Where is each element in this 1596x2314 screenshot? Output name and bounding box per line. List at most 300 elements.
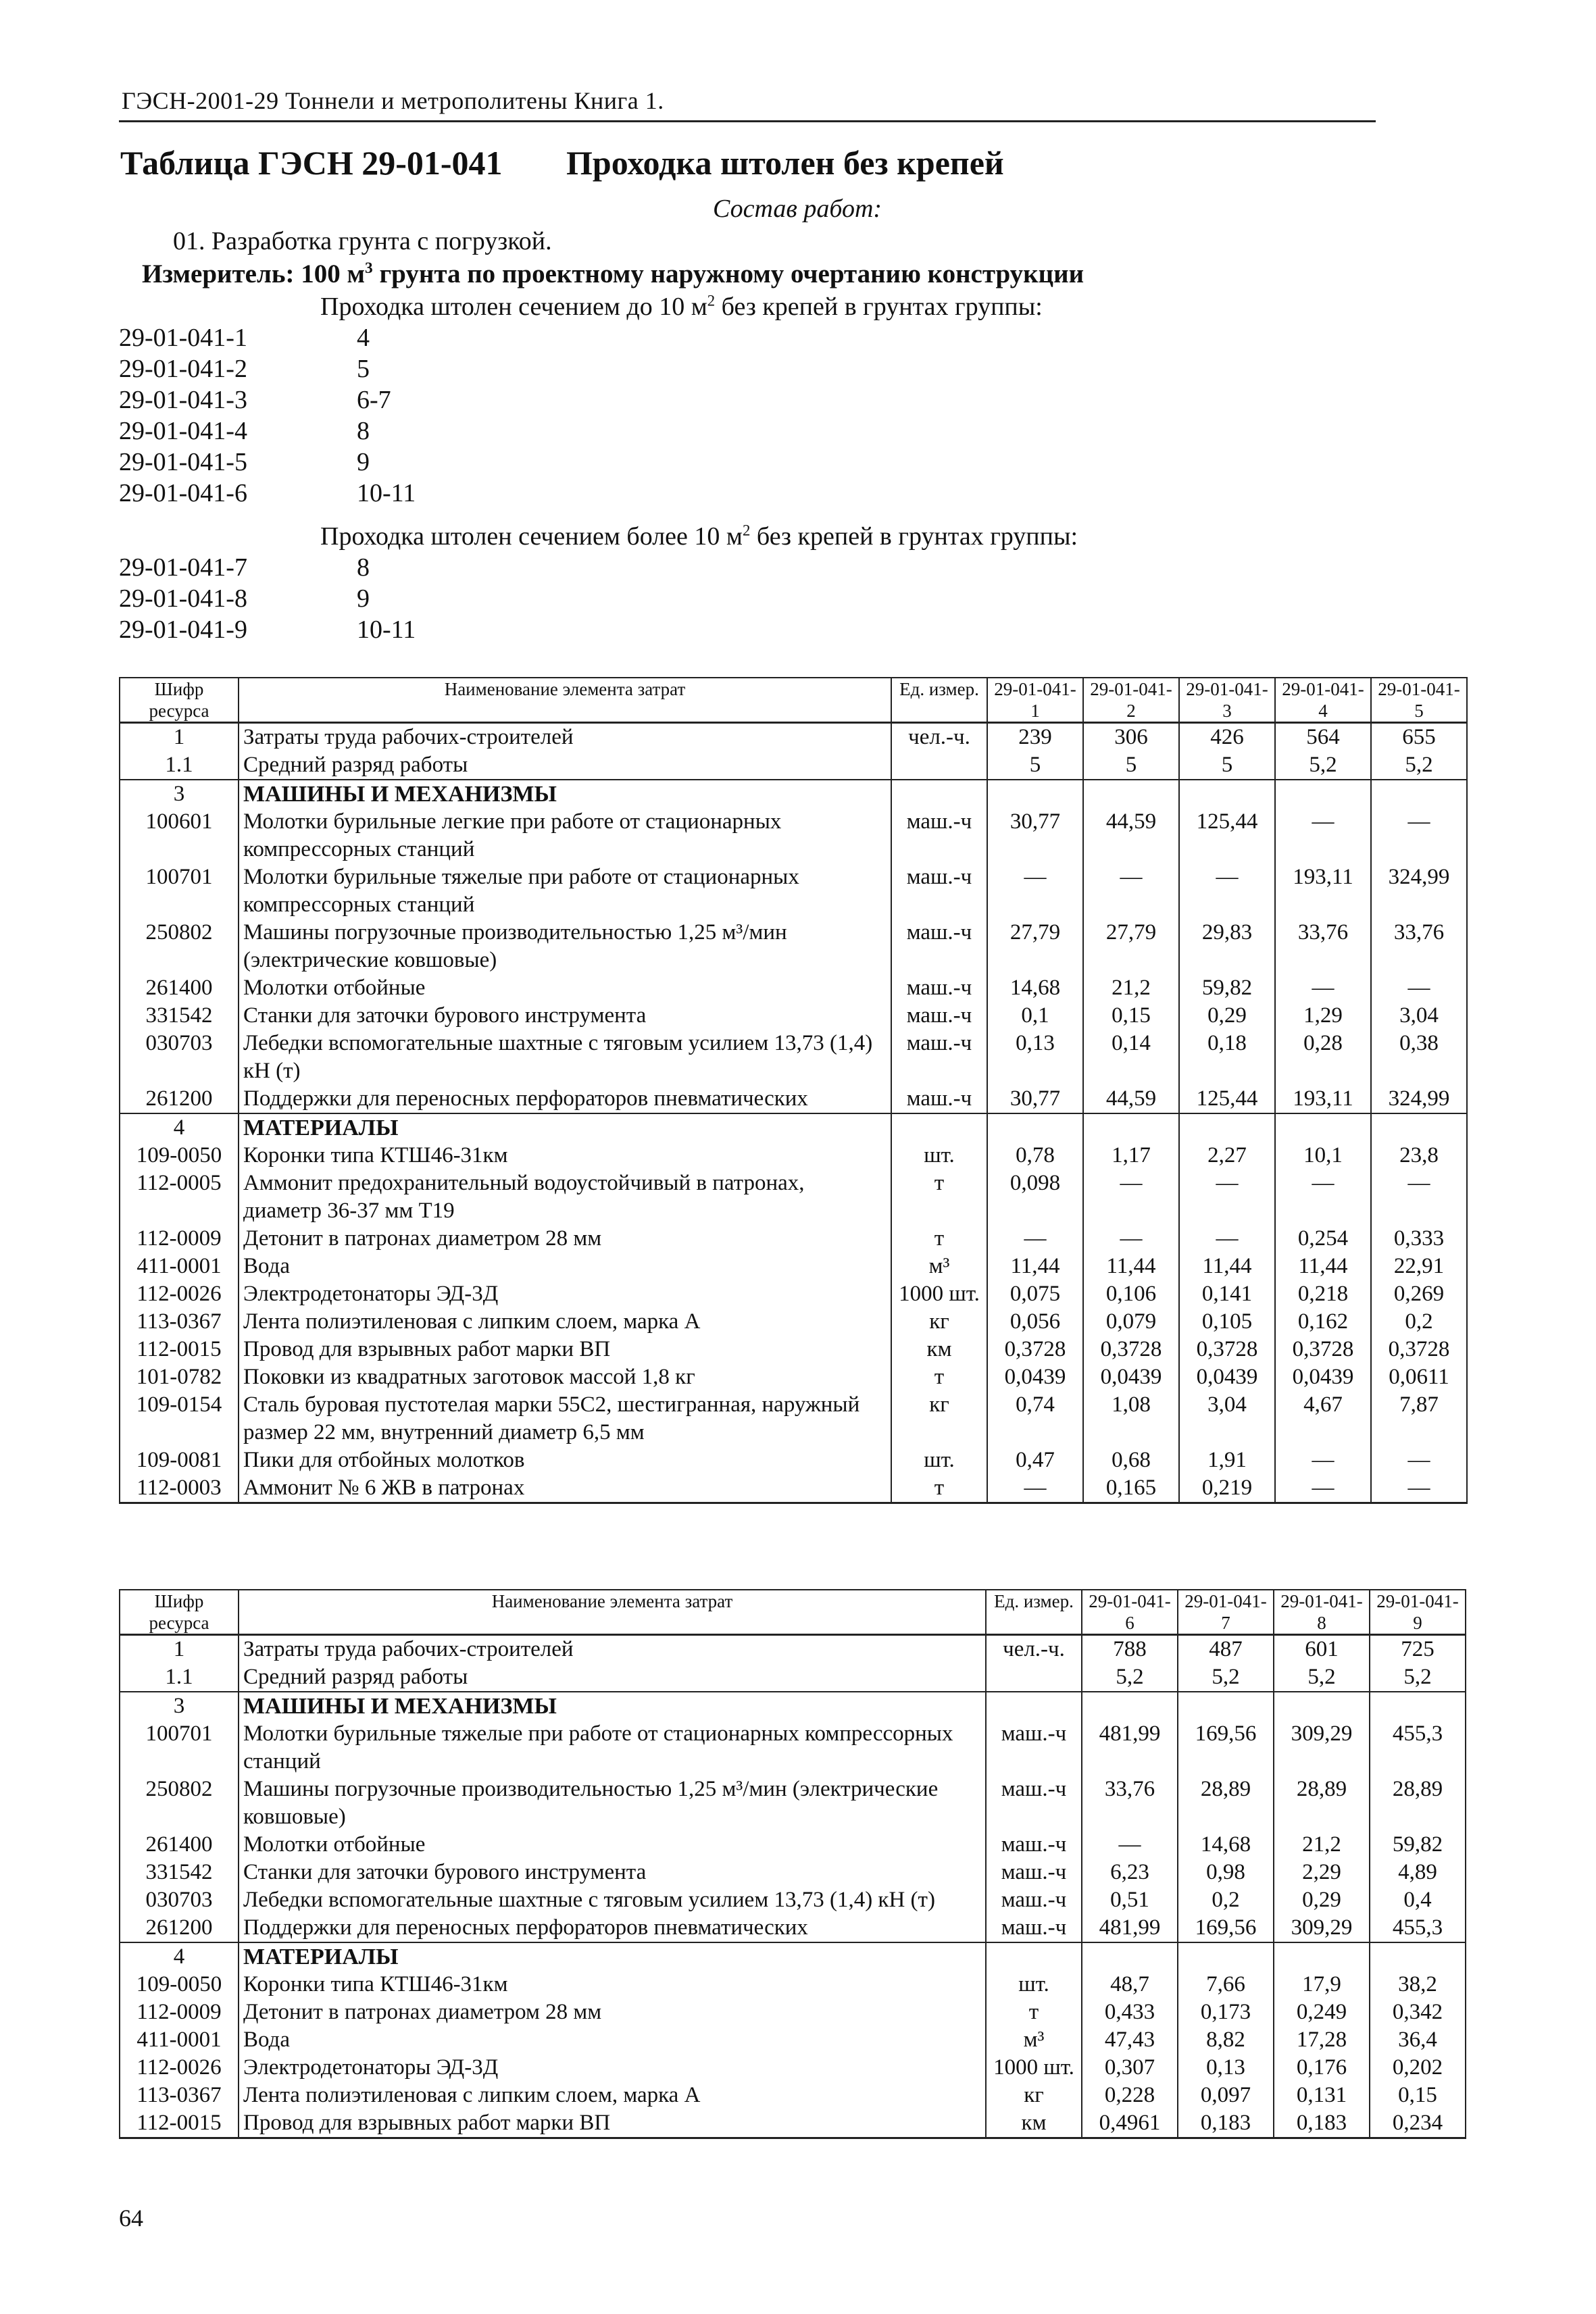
norm-value: 8,82 — [1178, 2026, 1274, 2054]
norm-value: 125,44 — [1179, 1085, 1275, 1113]
norm-value: 0,056 — [987, 1308, 1083, 1336]
soil-group: 10-11 — [357, 479, 416, 507]
unit: чел.-ч. — [986, 1635, 1082, 1664]
table-row — [120, 751, 1467, 780]
resource-code: 112-0026 — [120, 1280, 239, 1308]
norm-value: 1,17 — [1083, 1142, 1179, 1169]
soil-group: 4 — [357, 324, 370, 352]
norm-value: 0,234 — [1370, 2109, 1466, 2138]
running-header: ГЭСН-2001-29 Тоннели и метрополитены Книга 1. — [122, 87, 664, 114]
norm-value: 22,91 — [1371, 1253, 1467, 1280]
norm-value: 0,342 — [1370, 1998, 1466, 2026]
cost-element-name: Провод для взрывных работ марки ВП — [239, 1336, 891, 1363]
soil-group: 8 — [357, 553, 370, 582]
norm-value: 2,27 — [1179, 1142, 1275, 1169]
norm-value: 0,2 — [1178, 1886, 1274, 1914]
norm-value: — — [1371, 1447, 1467, 1474]
resource-code: 113-0367 — [120, 1308, 239, 1336]
code-list-item — [119, 584, 370, 615]
norm-value: 0,15 — [1370, 2082, 1466, 2109]
section-row — [120, 1692, 1466, 1720]
table-row — [120, 919, 1467, 974]
norm-value: 0,38 — [1371, 1030, 1467, 1085]
norm-value: 21,2 — [1274, 1831, 1370, 1859]
norm-value — [1370, 1942, 1466, 1971]
code-list-item — [119, 478, 416, 509]
header-cost-element: Наименование элемента затрат — [239, 1590, 986, 1635]
resource-code: 109-0154 — [120, 1391, 239, 1447]
norm-value: 0,228 — [1082, 2082, 1178, 2109]
norm-value: 601 — [1274, 1635, 1370, 1664]
table-row — [120, 1225, 1467, 1253]
table-row — [120, 1253, 1467, 1280]
norm-value: 23,8 — [1371, 1142, 1467, 1169]
table-row — [120, 1085, 1467, 1113]
norm-value: 0,183 — [1274, 2109, 1370, 2138]
header-cost-element: Наименование элемента затрат — [239, 678, 891, 723]
norm-value: — — [1083, 863, 1179, 919]
resource-code: 112-0005 — [120, 1169, 239, 1225]
cost-element-name: Детонит в патронах диаметром 28 мм — [239, 1225, 891, 1253]
resource-code: 100601 — [120, 808, 239, 863]
norm-value: — — [1179, 863, 1275, 919]
table-row — [120, 1030, 1467, 1085]
norm-value: 14,68 — [1178, 1831, 1274, 1859]
norm-value: 0,0611 — [1371, 1363, 1467, 1391]
table-title: Проходка штолен без крепей — [566, 144, 1004, 182]
unit: м³ — [986, 2026, 1082, 2054]
section-title: МАТЕРИАЛЫ — [239, 1113, 891, 1142]
table-row — [120, 1720, 1466, 1776]
section-row — [120, 1113, 1467, 1142]
norm-value: 21,2 — [1083, 974, 1179, 1002]
cost-element-name: Средний разряд работы — [239, 751, 891, 780]
cost-element-name: Поддержки для переносных перфораторов пневматических — [239, 1914, 986, 1942]
norm-value: 27,79 — [987, 919, 1083, 974]
unit: маш.-ч — [986, 1886, 1082, 1914]
norm-value: 0,433 — [1082, 1998, 1178, 2026]
header-norm-code: 29-01-041-9 — [1370, 1590, 1466, 1635]
table-row — [120, 2082, 1466, 2109]
norm-value: 1,08 — [1083, 1391, 1179, 1447]
unit: кг — [891, 1308, 987, 1336]
norm-value: 0,0439 — [1083, 1363, 1179, 1391]
norm-value: — — [1179, 1225, 1275, 1253]
norm-value: — — [1083, 1225, 1179, 1253]
unit: т — [891, 1169, 987, 1225]
norm-value: 59,82 — [1179, 974, 1275, 1002]
table-row — [120, 1971, 1466, 1998]
section-title: МАШИНЫ И МЕХАНИЗМЫ — [239, 780, 891, 808]
table-header-row — [120, 678, 1467, 723]
cost-element-name: Вода — [239, 1253, 891, 1280]
norm-value: 11,44 — [987, 1253, 1083, 1280]
cost-element-name: Лебедки вспомогательные шахтные с тяговым усилием 13,73 (1,4) кН (т) — [239, 1886, 986, 1914]
norm-value — [1371, 1113, 1467, 1142]
item-code: 29-01-041-8 — [119, 584, 247, 613]
resource-code: 030703 — [120, 1030, 239, 1085]
header-unit: Ед. измер. — [891, 678, 987, 723]
norm-value: — — [1275, 1474, 1371, 1503]
cost-element-name: Станки для заточки бурового инструмента — [239, 1002, 891, 1030]
unit: чел.-ч. — [891, 723, 987, 752]
table-header-row — [120, 1590, 1466, 1635]
resource-code: 1 — [120, 1635, 239, 1664]
code-list-item — [119, 447, 370, 478]
norm-value: 5,2 — [1370, 1663, 1466, 1692]
cost-element-name: Молотки бурильные тяжелые при работе от стационарных компрессорных станций — [239, 863, 891, 919]
header-rule — [119, 120, 1376, 122]
norm-value: 0,183 — [1178, 2109, 1274, 2138]
cost-element-name: Средний разряд работы — [239, 1663, 986, 1692]
norm-value: 0,269 — [1371, 1280, 1467, 1308]
unit — [891, 780, 987, 808]
norm-value: 28,89 — [1274, 1776, 1370, 1831]
cost-element-name: Машины погрузочные производительностью 1,25 м³/мин (электрические ковшовые) — [239, 919, 891, 974]
resource-code: 109-0050 — [120, 1971, 239, 1998]
table-row — [120, 1663, 1466, 1692]
unit: маш.-ч — [891, 974, 987, 1002]
norm-value — [1274, 1692, 1370, 1720]
resource-code: 112-0009 — [120, 1998, 239, 2026]
resource-code: 112-0003 — [120, 1474, 239, 1503]
soil-group: 5 — [357, 355, 370, 383]
norm-value: 0,47 — [987, 1447, 1083, 1474]
norm-value: 44,59 — [1083, 1085, 1179, 1113]
norm-value: 0,13 — [987, 1030, 1083, 1085]
item-code: 29-01-041-6 — [119, 479, 247, 507]
norm-value: — — [987, 863, 1083, 919]
norm-value: 11,44 — [1083, 1253, 1179, 1280]
norm-value: 655 — [1371, 723, 1467, 752]
resource-code: 250802 — [120, 1776, 239, 1831]
norm-value: 6,23 — [1082, 1859, 1178, 1886]
resource-code: 411-0001 — [120, 2026, 239, 2054]
unit: т — [891, 1363, 987, 1391]
resource-code: 3 — [120, 780, 239, 808]
unit — [986, 1663, 1082, 1692]
norm-value: 28,89 — [1178, 1776, 1274, 1831]
norm-value: 481,99 — [1082, 1914, 1178, 1942]
norm-value: 5 — [987, 751, 1083, 780]
norm-value: 30,77 — [987, 1085, 1083, 1113]
resource-code: 261400 — [120, 1831, 239, 1859]
resource-code: 109-0050 — [120, 1142, 239, 1169]
norm-value: 0,254 — [1275, 1225, 1371, 1253]
norm-value: 48,7 — [1082, 1971, 1178, 1998]
soil-group: 6-7 — [357, 386, 391, 414]
norm-value: 0,68 — [1083, 1447, 1179, 1474]
norm-value: 0,0439 — [1275, 1363, 1371, 1391]
unit: маш.-ч — [891, 863, 987, 919]
norm-value: 0,3728 — [987, 1336, 1083, 1363]
section-row — [120, 780, 1467, 808]
soil-group: 9 — [357, 584, 370, 613]
norm-value — [1082, 1692, 1178, 1720]
norm-value: 0,162 — [1275, 1308, 1371, 1336]
norm-value: 0,78 — [987, 1142, 1083, 1169]
norm-value: 0,219 — [1179, 1474, 1275, 1503]
norm-value: 0,29 — [1179, 1002, 1275, 1030]
cost-element-name: Поковки из квадратных заготовок массой 1,8 кг — [239, 1363, 891, 1391]
measure-line: Измеритель: 100 $м^3$ грунта по проектному наружному очертанию конструкции — [142, 259, 1084, 288]
norm-value — [1274, 1942, 1370, 1971]
norm-value: 0,307 — [1082, 2054, 1178, 2082]
soil-group: 8 — [357, 417, 370, 445]
unit — [986, 1942, 1082, 1971]
norm-value: 193,11 — [1275, 863, 1371, 919]
resource-code: 113-0367 — [120, 2082, 239, 2109]
header-norm-code: 29-01-041-4 — [1275, 678, 1371, 723]
norm-value: 0,105 — [1179, 1308, 1275, 1336]
norm-value — [1370, 1692, 1466, 1720]
norm-value: 0,2 — [1371, 1308, 1467, 1336]
norm-value: 0,98 — [1178, 1859, 1274, 1886]
unit — [891, 751, 987, 780]
norm-value: 169,56 — [1178, 1914, 1274, 1942]
norm-value: 4,89 — [1370, 1859, 1466, 1886]
table-row — [120, 1280, 1467, 1308]
cost-element-name: Лента полиэтиленовая с липким слоем, марка А — [239, 2082, 986, 2109]
unit: м³ — [891, 1253, 987, 1280]
table-row — [120, 1391, 1467, 1447]
table-code: Таблица ГЭСН 29-01-041 — [120, 144, 503, 182]
resource-code: 250802 — [120, 919, 239, 974]
norm-value: 3,04 — [1371, 1002, 1467, 1030]
norm-value: 0,0439 — [987, 1363, 1083, 1391]
section-row — [120, 1942, 1466, 1971]
unit: т — [891, 1474, 987, 1503]
code-list-item — [119, 323, 370, 354]
norm-value: 0,218 — [1275, 1280, 1371, 1308]
norm-value: 11,44 — [1275, 1253, 1371, 1280]
norm-value: 324,99 — [1371, 863, 1467, 919]
norm-table-1 — [119, 677, 1468, 1504]
norm-value: 564 — [1275, 723, 1371, 752]
norm-value: 0,18 — [1179, 1030, 1275, 1085]
item-code: 29-01-041-7 — [119, 553, 247, 582]
code-list-item — [119, 385, 391, 416]
header-norm-code: 29-01-041-3 — [1179, 678, 1275, 723]
norm-value — [1082, 1942, 1178, 1971]
table-row — [120, 1831, 1466, 1859]
code-list-item — [119, 354, 370, 385]
item-code: 29-01-041-1 — [119, 324, 247, 352]
norm-value: 14,68 — [987, 974, 1083, 1002]
cost-element-name: Аммонит предохранительный водоустойчивый в патронах, диаметр 36-37 мм Т19 — [239, 1169, 891, 1225]
table-row — [120, 1635, 1466, 1664]
item-code: 29-01-041-2 — [119, 355, 247, 383]
cost-element-name: Молотки бурильные тяжелые при работе от стационарных компрессорных станций — [239, 1720, 986, 1776]
header-norm-code: 29-01-041-1 — [987, 678, 1083, 723]
header-unit: Ед. измер. — [986, 1590, 1082, 1635]
norm-value: 487 — [1178, 1635, 1274, 1664]
norm-value: 309,29 — [1274, 1914, 1370, 1942]
norm-value: 4,67 — [1275, 1391, 1371, 1447]
norm-value — [1275, 1113, 1371, 1142]
norm-value: 309,29 — [1274, 1720, 1370, 1776]
cost-element-name: Затраты труда рабочих-строителей — [239, 723, 891, 752]
norm-value — [987, 1113, 1083, 1142]
norm-value: 455,3 — [1370, 1720, 1466, 1776]
work-item: 01. Разработка грунта с погрузкой. — [173, 227, 552, 255]
table-row — [120, 723, 1467, 752]
resource-code: 112-0015 — [120, 1336, 239, 1363]
norm-value: 5,2 — [1275, 751, 1371, 780]
norm-value: 306 — [1083, 723, 1179, 752]
resource-code: 100701 — [120, 863, 239, 919]
norm-value: 426 — [1179, 723, 1275, 752]
norm-value: 28,89 — [1370, 1776, 1466, 1831]
norm-value: 5,2 — [1082, 1663, 1178, 1692]
header-norm-code: 29-01-041-6 — [1082, 1590, 1178, 1635]
norm-value: 5,2 — [1274, 1663, 1370, 1692]
norm-value: — — [1275, 1169, 1371, 1225]
unit: маш.-ч — [986, 1914, 1082, 1942]
norm-value: 0,098 — [987, 1169, 1083, 1225]
unit: кг — [986, 2082, 1082, 2109]
norm-value: 3,04 — [1179, 1391, 1275, 1447]
norm-value: 0,176 — [1274, 2054, 1370, 2082]
table-row — [120, 863, 1467, 919]
cost-element-name: Электродетонаторы ЭД-3Д — [239, 2054, 986, 2082]
norm-value: 0,3728 — [1275, 1336, 1371, 1363]
norm-value: 0,249 — [1274, 1998, 1370, 2026]
resource-code: 1.1 — [120, 1663, 239, 1692]
norm-value: — — [1083, 1169, 1179, 1225]
soil-group: 10-11 — [357, 615, 416, 644]
table-row — [120, 1002, 1467, 1030]
composition-heading: Состав работ: — [713, 195, 882, 223]
resource-code: 1 — [120, 723, 239, 752]
norm-value: 7,87 — [1371, 1391, 1467, 1447]
resource-code: 411-0001 — [120, 1253, 239, 1280]
norm-value: 324,99 — [1371, 1085, 1467, 1113]
table-row — [120, 1169, 1467, 1225]
resource-code: 1.1 — [120, 751, 239, 780]
resource-code: 4 — [120, 1942, 239, 1971]
cost-element-name: Вода — [239, 2026, 986, 2054]
norm-value: 38,2 — [1370, 1971, 1466, 1998]
item-code: 29-01-041-4 — [119, 417, 247, 445]
table-row — [120, 2054, 1466, 2082]
norm-value: 59,82 — [1370, 1831, 1466, 1859]
norm-value: 11,44 — [1179, 1253, 1275, 1280]
item-code: 29-01-041-5 — [119, 448, 247, 476]
table-row — [120, 2109, 1466, 2138]
header-norm-code: 29-01-041-8 — [1274, 1590, 1370, 1635]
norm-value: 0,131 — [1274, 2082, 1370, 2109]
section-title: МАШИНЫ И МЕХАНИЗМЫ — [239, 1692, 986, 1720]
header-resource-code: Шифр ресурса — [120, 678, 239, 723]
header-norm-code: 29-01-041-2 — [1083, 678, 1179, 723]
section-title: МАТЕРИАЛЫ — [239, 1942, 986, 1971]
norm-value: 27,79 — [1083, 919, 1179, 974]
norm-value: 455,3 — [1370, 1914, 1466, 1942]
table-row — [120, 1308, 1467, 1336]
page-number: 64 — [119, 2205, 143, 2232]
unit: 1000 шт. — [986, 2054, 1082, 2082]
norm-value: 5,2 — [1371, 751, 1467, 780]
table-row — [120, 808, 1467, 863]
norm-value — [1275, 780, 1371, 808]
resource-code: 261400 — [120, 974, 239, 1002]
resource-code: 261200 — [120, 1914, 239, 1942]
norm-value: 0,173 — [1178, 1998, 1274, 2026]
resource-code: 109-0081 — [120, 1447, 239, 1474]
unit: маш.-ч — [891, 919, 987, 974]
table-row — [120, 1776, 1466, 1831]
norm-value: 0,3728 — [1083, 1336, 1179, 1363]
cost-element-name: Аммонит № 6 ЖВ в патронах — [239, 1474, 891, 1503]
norm-value: 169,56 — [1178, 1720, 1274, 1776]
norm-value — [987, 780, 1083, 808]
cost-element-name: Коронки типа КТШ46-31км — [239, 1142, 891, 1169]
soil-group: 9 — [357, 448, 370, 476]
unit — [986, 1692, 1082, 1720]
unit: маш.-ч — [986, 1859, 1082, 1886]
code-list-item — [119, 416, 370, 447]
norm-value: 17,28 — [1274, 2026, 1370, 2054]
norm-value — [1083, 1113, 1179, 1142]
resource-code: 100701 — [120, 1720, 239, 1776]
code-list-item — [119, 553, 370, 584]
norm-value: 1,91 — [1179, 1447, 1275, 1474]
norm-value: — — [1082, 1831, 1178, 1859]
cost-element-name: Затраты труда рабочих-строителей — [239, 1635, 986, 1664]
norm-value: 0,0439 — [1179, 1363, 1275, 1391]
resource-code: 030703 — [120, 1886, 239, 1914]
norm-value: 1,29 — [1275, 1002, 1371, 1030]
unit — [891, 1113, 987, 1142]
resource-code: 331542 — [120, 1859, 239, 1886]
norm-value: 125,44 — [1179, 808, 1275, 863]
table-row — [120, 1914, 1466, 1942]
unit: маш.-ч — [891, 808, 987, 863]
norm-value: 0,075 — [987, 1280, 1083, 1308]
norm-value: — — [1179, 1169, 1275, 1225]
resource-code: 3 — [120, 1692, 239, 1720]
cost-element-name: Машины погрузочные производительностью 1,25 м³/мин (электрические ковшовые) — [239, 1776, 986, 1831]
code-list-item — [119, 615, 416, 646]
resource-code: 112-0009 — [120, 1225, 239, 1253]
norm-value: 193,11 — [1275, 1085, 1371, 1113]
header-resource-code: Шифр ресурса — [120, 1590, 239, 1635]
header-norm-code: 29-01-041-5 — [1371, 678, 1467, 723]
unit: кг — [891, 1391, 987, 1447]
norm-value: 0,51 — [1082, 1886, 1178, 1914]
header-norm-code: 29-01-041-7 — [1178, 1590, 1274, 1635]
cost-element-name: Электродетонаторы ЭД-3Д — [239, 1280, 891, 1308]
cost-element-name: Молотки бурильные легкие при работе от стационарных компрессорных станций — [239, 808, 891, 863]
table-row — [120, 1886, 1466, 1914]
norm-value: 0,29 — [1274, 1886, 1370, 1914]
norm-value: 7,66 — [1178, 1971, 1274, 1998]
norm-value — [1179, 780, 1275, 808]
table-row — [120, 1859, 1466, 1886]
cost-element-name: Пики для отбойных молотков — [239, 1447, 891, 1474]
norm-value: 0,079 — [1083, 1308, 1179, 1336]
item-code: 29-01-041-9 — [119, 615, 247, 644]
resource-code: 101-0782 — [120, 1363, 239, 1391]
cost-element-name: Молотки отбойные — [239, 974, 891, 1002]
norm-value: — — [1371, 1474, 1467, 1503]
norm-value: 0,1 — [987, 1002, 1083, 1030]
unit: км — [986, 2109, 1082, 2138]
unit: км — [891, 1336, 987, 1363]
table-row — [120, 1363, 1467, 1391]
norm-value: — — [1275, 974, 1371, 1002]
